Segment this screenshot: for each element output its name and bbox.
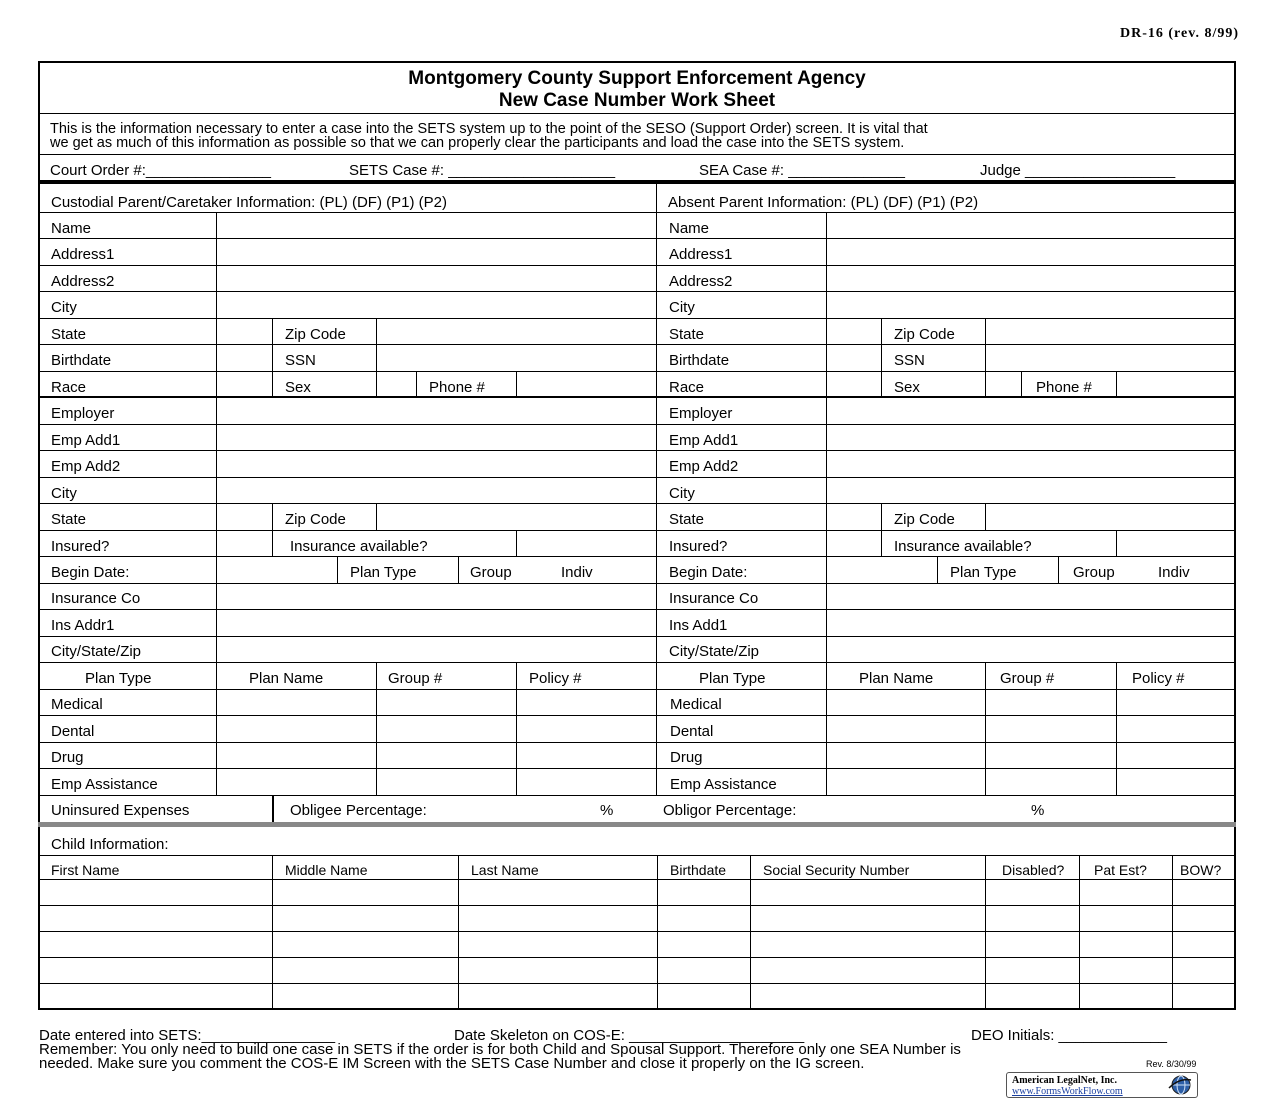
ap-empstate-label: State: [669, 511, 705, 528]
ap-begin-date-label: Begin Date:: [669, 564, 748, 581]
ap-insured-label: Insured?: [669, 538, 728, 555]
globe-icon: [1167, 1074, 1193, 1096]
ap-indiv-label: Indiv: [1158, 564, 1190, 581]
cp-plan-row-label: Dental: [51, 723, 95, 740]
form-subtitle: New Case Number Work Sheet: [498, 90, 776, 111]
cp-address1-label: Address1: [51, 246, 115, 263]
ap-plan-type-label: Plan Type: [950, 564, 1017, 581]
ap-race-label: Race: [669, 379, 705, 396]
cp-city-label: City: [51, 299, 77, 316]
form-id: DR-16 (rev. 8/99): [1120, 26, 1239, 41]
ap-empzip-label: Zip Code: [894, 511, 955, 528]
child-info-title: Child Information:: [51, 836, 169, 853]
absent-header: Absent Parent Information: (PL) (DF) (P1) (P2): [668, 194, 979, 211]
date-entered-field[interactable]: Date entered into SETS:________________: [39, 1027, 336, 1044]
ap-plan-row-label: Drug: [670, 749, 703, 766]
cp-plan-row-label: Drug: [51, 749, 84, 766]
ap-ins-co-label: Insurance Co: [669, 590, 759, 607]
cp-birthdate-label: Birthdate: [51, 352, 112, 369]
sea-case-field[interactable]: SEA Case #: ______________: [699, 162, 906, 179]
ap-address1-label: Address1: [669, 246, 733, 263]
cp-sex-label: Sex: [285, 379, 311, 396]
ap-city-state-zip-label: City/State/Zip: [669, 643, 760, 660]
cp-phone-label: Phone #: [429, 379, 485, 396]
ap-group-label: Group: [1073, 564, 1115, 581]
child-col-ssn: Social Security Number: [763, 862, 910, 878]
cp-employer-label: Employer: [51, 405, 115, 422]
ap-plan-row-label: Emp Assistance: [670, 776, 777, 793]
cp-empzip-label: Zip Code: [285, 511, 346, 528]
remember-line-2: needed. Make sure you comment the COS-E IM Screen with the SETS Case Number and close it properly on the IG screen.: [39, 1055, 865, 1072]
ap-phone-label: Phone #: [1036, 379, 1092, 396]
ap-policy-num-header: Policy #: [1132, 670, 1185, 687]
obligee-pct-sign: %: [600, 802, 614, 819]
ap-sex-label: Sex: [894, 379, 920, 396]
ap-group-num-header: Group #: [1000, 670, 1055, 687]
ap-birthdate-label: Birthdate: [669, 352, 730, 369]
legalnet-logo: American LegalNet, Inc. www.FormsWorkFlow.com: [1006, 1072, 1198, 1098]
child-col-pat-est: Pat Est?: [1094, 862, 1147, 878]
cp-address2-label: Address2: [51, 273, 115, 290]
ap-state-label: State: [669, 326, 705, 343]
court-order-field[interactable]: Court Order #:_______________: [50, 162, 272, 179]
child-col-last-name: Last Name: [471, 862, 539, 878]
date-skeleton-field[interactable]: Date Skeleton on COS-E: _____________________: [454, 1027, 805, 1044]
sets-case-field[interactable]: SETS Case #: ____________________: [349, 162, 616, 179]
cp-group-num-header: Group #: [388, 670, 443, 687]
child-col-middle-name: Middle Name: [285, 862, 368, 878]
cp-empstate-label: State: [51, 511, 87, 528]
cp-ssn-label: SSN: [285, 352, 316, 369]
ap-plan-row-label: Medical: [670, 696, 722, 713]
custodial-header: Custodial Parent/Caretaker Information: (PL) (DF) (P1) (P2): [51, 194, 447, 211]
cp-state-label: State: [51, 326, 87, 343]
obligor-pct-sign: %: [1031, 802, 1045, 819]
ap-empadd2-label: Emp Add2: [669, 458, 739, 475]
cp-plan-name-header: Plan Name: [249, 670, 324, 687]
child-col-bow: BOW?: [1180, 862, 1222, 878]
remember-line-1: Remember: You only need to build one case in SETS if the order is for both Child and Spousal Support. Therefore only one SEA Number is: [39, 1041, 961, 1058]
cp-plan-type-label: Plan Type: [350, 564, 417, 581]
cp-empadd1-label: Emp Add1: [51, 432, 121, 449]
cp-begin-date-label: Begin Date:: [51, 564, 130, 581]
form-title: Montgomery County Support Enforcement Agency: [408, 68, 866, 89]
judge-field[interactable]: Judge __________________: [980, 162, 1176, 179]
cp-empcity-label: City: [51, 485, 77, 502]
cp-plan-type-header: Plan Type: [85, 670, 152, 687]
ap-empadd1-label: Emp Add1: [669, 432, 739, 449]
cp-indiv-label: Indiv: [561, 564, 593, 581]
ap-name-label: Name: [669, 220, 710, 237]
cp-ins-addr-label: Ins Addr1: [51, 617, 115, 634]
child-col-birthdate: Birthdate: [670, 862, 727, 878]
ap-employer-label: Employer: [669, 405, 733, 422]
child-col-disabled: Disabled?: [1002, 862, 1065, 878]
ap-ssn-label: SSN: [894, 352, 925, 369]
deo-initials-field[interactable]: DEO Initials: _____________: [971, 1027, 1167, 1044]
cp-ins-avail-label: Insurance available?: [290, 538, 428, 555]
cp-group-label: Group: [470, 564, 512, 581]
cp-empadd2-label: Emp Add2: [51, 458, 121, 475]
ap-address2-label: Address2: [669, 273, 733, 290]
cp-city-state-zip-label: City/State/Zip: [51, 643, 142, 660]
child-col-first-name: First Name: [51, 862, 120, 878]
obligee-percentage-label: Obligee Percentage:: [290, 802, 427, 819]
cp-insured-label: Insured?: [51, 538, 110, 555]
revision-note: Rev. 8/30/99: [1146, 1059, 1197, 1069]
cp-name-label: Name: [51, 220, 92, 237]
cp-policy-num-header: Policy #: [529, 670, 582, 687]
intro-text: This is the information necessary to enter a case into the SETS system up to the point of the SESO (Support Order) screen. It is vital that we get as much of this information as possible so that we can properly clear the participants and load the case into the SETS system.: [50, 121, 928, 151]
cp-plan-row-label: Medical: [51, 696, 103, 713]
cp-ins-co-label: Insurance Co: [51, 590, 141, 607]
cp-zip-label: Zip Code: [285, 326, 346, 343]
ap-empcity-label: City: [669, 485, 695, 502]
ap-plan-name-header: Plan Name: [859, 670, 934, 687]
obligor-percentage-label: Obligor Percentage:: [663, 802, 797, 819]
ap-ins-addr-label: Ins Add1: [669, 617, 728, 634]
ap-zip-label: Zip Code: [894, 326, 955, 343]
ap-plan-row-label: Dental: [670, 723, 714, 740]
cp-plan-row-label: Emp Assistance: [51, 776, 158, 793]
ap-city-label: City: [669, 299, 695, 316]
ap-plan-type-header: Plan Type: [699, 670, 766, 687]
uninsured-expenses-label: Uninsured Expenses: [51, 802, 190, 819]
cp-race-label: Race: [51, 379, 87, 396]
ap-ins-avail-label: Insurance available?: [894, 538, 1032, 555]
